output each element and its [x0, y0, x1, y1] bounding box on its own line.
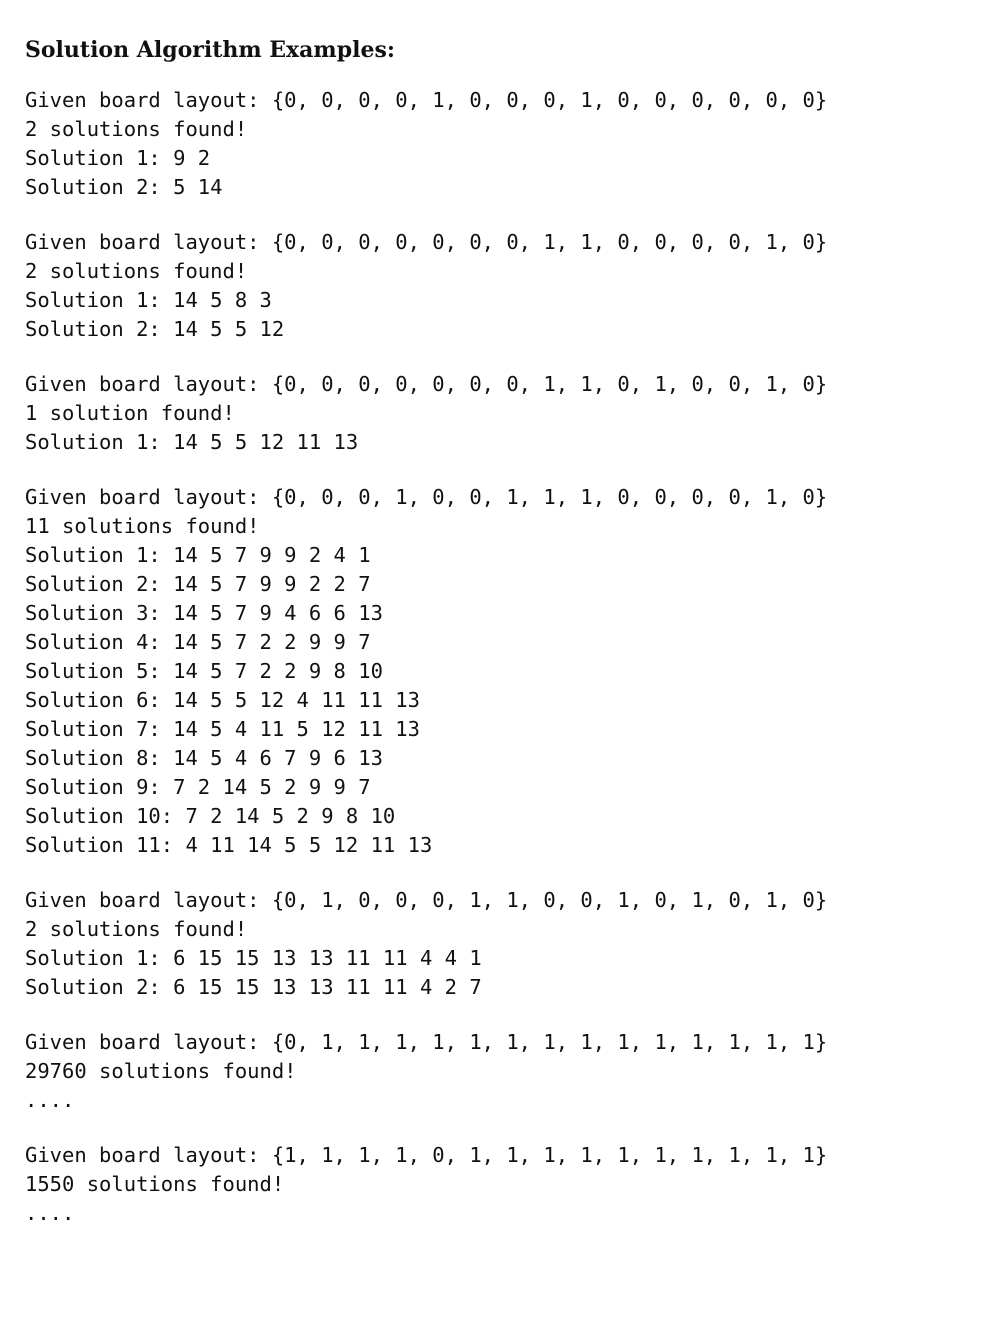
solutions-found-line: 11 solutions found!	[25, 514, 260, 538]
ellipsis-line: ....	[25, 1201, 75, 1225]
board-layout-line: Given board layout: {0, 0, 0, 1, 0, 0, 1, 1, 1, 0, 0, 0, 0, 1, 0}	[25, 485, 828, 509]
solution-line: Solution 9: 7 2 14 5 2 9 9 7	[25, 775, 371, 799]
solution-line: Solution 2: 14 5 5 12	[25, 317, 285, 341]
board-layout-line: Given board layout: {0, 1, 0, 0, 0, 1, 1, 0, 0, 1, 0, 1, 0, 1, 0}	[25, 888, 828, 912]
solution-line: Solution 3: 14 5 7 9 4 6 6 13	[25, 601, 383, 625]
solution-line: Solution 8: 14 5 4 6 7 9 6 13	[25, 746, 383, 770]
solution-line: Solution 10: 7 2 14 5 2 9 8 10	[25, 804, 396, 828]
solution-line: Solution 7: 14 5 4 11 5 12 11 13	[25, 717, 420, 741]
example-block	[25, 483, 965, 860]
solutions-found-line: 1550 solutions found!	[25, 1172, 285, 1196]
solution-line: Solution 2: 5 14	[25, 175, 223, 199]
board-layout-line: Given board layout: {0, 0, 0, 0, 0, 0, 0, 1, 1, 0, 0, 0, 0, 1, 0}	[25, 230, 828, 254]
example-block	[25, 228, 965, 344]
solution-line: Solution 2: 14 5 7 9 9 2 2 7	[25, 572, 371, 596]
solution-line: Solution 1: 14 5 5 12 11 13	[25, 430, 359, 454]
solution-line: Solution 6: 14 5 5 12 4 11 11 13	[25, 688, 420, 712]
solution-line: Solution 11: 4 11 14 5 5 12 11 13	[25, 833, 433, 857]
solutions-found-line: 2 solutions found!	[25, 117, 248, 141]
example-block	[25, 370, 965, 457]
examples-list	[25, 86, 965, 1254]
solutions-found-line: 2 solutions found!	[25, 259, 248, 283]
board-layout-line: Given board layout: {1, 1, 1, 1, 0, 1, 1, 1, 1, 1, 1, 1, 1, 1, 1}	[25, 1143, 828, 1167]
solutions-found-line: 29760 solutions found!	[25, 1059, 297, 1083]
solution-line: Solution 1: 9 2	[25, 146, 211, 170]
solutions-found-line: 2 solutions found!	[25, 917, 248, 941]
solution-line: Solution 5: 14 5 7 2 2 9 8 10	[25, 659, 383, 683]
board-layout-line: Given board layout: {0, 0, 0, 0, 0, 0, 0, 1, 1, 0, 1, 0, 0, 1, 0}	[25, 372, 828, 396]
board-layout-line: Given board layout: {0, 0, 0, 0, 1, 0, 0, 0, 1, 0, 0, 0, 0, 0, 0}	[25, 88, 828, 112]
solution-line: Solution 1: 6 15 15 13 13 11 11 4 4 1	[25, 946, 482, 970]
solution-line: Solution 1: 14 5 8 3	[25, 288, 272, 312]
example-block	[25, 1141, 965, 1228]
example-block	[25, 1028, 965, 1115]
ellipsis-line: ....	[25, 1088, 75, 1112]
solution-line: Solution 1: 14 5 7 9 9 2 4 1	[25, 543, 371, 567]
board-layout-line: Given board layout: {0, 1, 1, 1, 1, 1, 1, 1, 1, 1, 1, 1, 1, 1, 1}	[25, 1030, 828, 1054]
solution-line: Solution 2: 6 15 15 13 13 11 11 4 2 7	[25, 975, 482, 999]
example-block	[25, 886, 965, 1002]
solution-line: Solution 4: 14 5 7 2 2 9 9 7	[25, 630, 371, 654]
solutions-found-line: 1 solution found!	[25, 401, 235, 425]
section-heading: Solution Algorithm Examples:	[25, 37, 395, 63]
example-block	[25, 86, 965, 202]
